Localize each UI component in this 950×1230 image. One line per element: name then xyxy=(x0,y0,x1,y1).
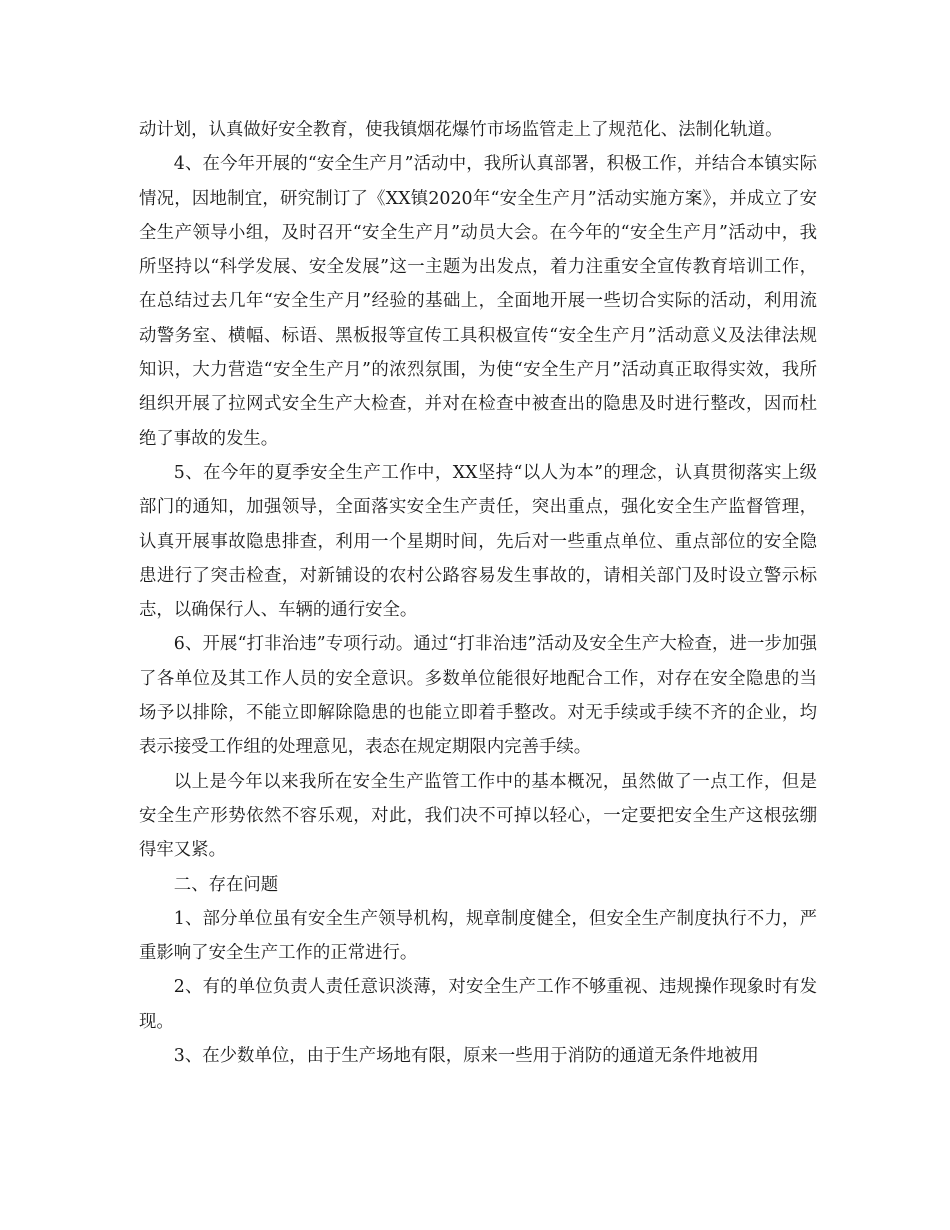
paragraph-problem-3: 3、在少数单位，由于生产场地有限，原来一些用于消防的通道无条件地被用 xyxy=(173,1046,759,1067)
paragraph-item-5: 5、在今年的夏季安全生产工作中，XX坚持“以人为本”的理念，认真贯彻落实上级部门的通知，加强领导，全面落实安全生产责任，突出重点，强化安全生产监督管理，认真开展事故隐患排查，利用一个星期时间，先后对一些重点单位、重点部位的安全隐患进行了突击检查，对新铺设的农村公路容易发生事故的，请相关部门及时设立警示标志，以确保行人、车辆的通行安全。 xyxy=(139,462,817,621)
paragraph-problem-2: 2、有的单位负责人责任意识淡薄，对安全生产工作不够重视、违规操作现象时有发现。 xyxy=(139,977,817,1032)
paragraph-summary: 以上是今年以来我所在安全生产监管工作中的基本概况，虽然做了一点工作，但是安全生产形势依然不容乐观，对此，我们决不可掉以轻心，一定要把安全生产这根弦绷得牢又紧。 xyxy=(139,771,817,861)
section-heading-problems: 二、存在问题 xyxy=(173,874,279,895)
paragraph-problem-1: 1、部分单位虽有安全生产领导机构，规章制度健全，但安全生产制度执行不力，严重影响了安全生产工作的正常进行。 xyxy=(139,908,817,964)
paragraph-continuation: 动计划，认真做好安全教育，使我镇烟花爆竹市场监管走上了规范化、法制化轨道。 xyxy=(139,120,783,140)
document-body xyxy=(139,113,817,1073)
paragraph-item-6: 6、开展“打非治违”专项行动。通过“打非治违”活动及安全生产大检查，进一步加强了各单位及其工作人员的安全意识。多数单位能很好地配合工作，对存在安全隐患的当场予以排除，不能立即解除隐患的也能立即着手整改。对无手续或手续不齐的企业，均表示接受工作组的处理意见，表态在规定期限内完善手续。 xyxy=(139,634,817,758)
paragraph-item-4: 4、在今年开展的“安全生产月”活动中，我所认真部署，积极工作，并结合本镇实际情况，因地制宜，研究制订了《XX镇2020年“安全生产月”活动实施方案》，并成立了安全生产领导小组，及时召开“安全生产月”动员大会。在今年的“安全生产月”活动中，我所坚持以“科学发展、安全发展”这一主题为出发点，着力注重安全宣传教育培训工作，在总结过去几年“安全生产月”经验的基础上，全面地开展一些切合实际的活动，利用流动警务室、横幅、标语、黑板报等宣传工具积极宣传“安全生产月”活动意义及法律法规知识，大力营造“安全生产月”的浓烈氛围，为使“安全生产月”活动真正取得实效，我所组织开展了拉网式安全生产大检查，并对在检查中被查出的隐患及时进行整改，因而杜绝了事故的发生。 xyxy=(139,154,817,449)
